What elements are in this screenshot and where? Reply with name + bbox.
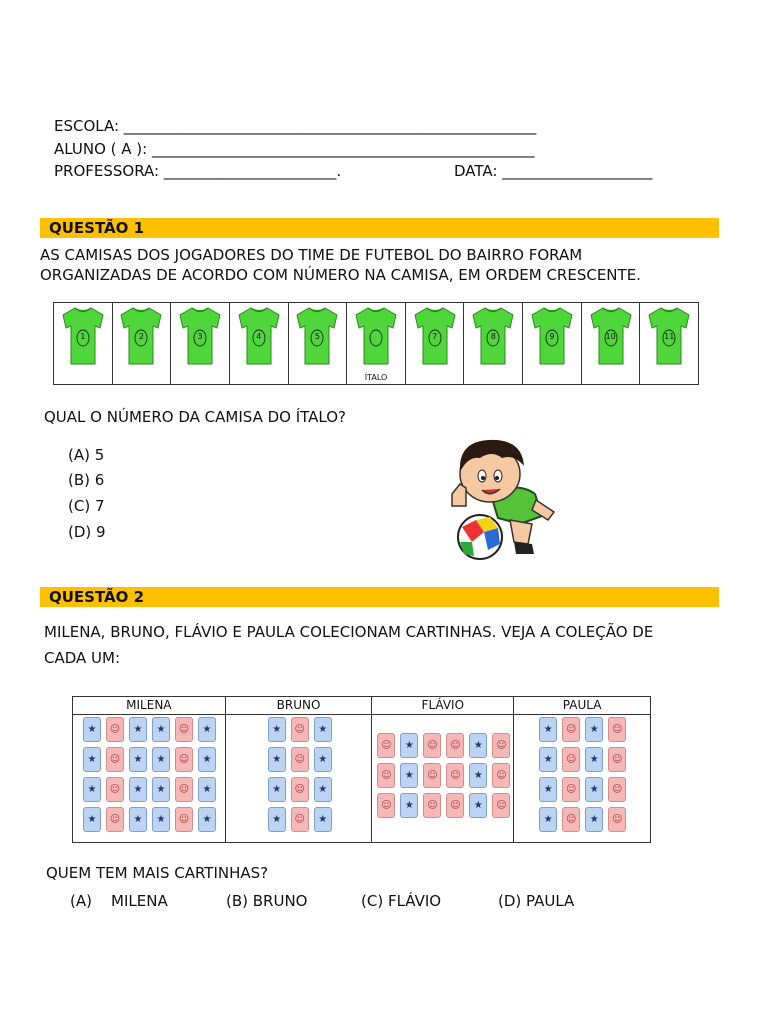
question-1-title: QUESTÃO 1	[40, 218, 719, 238]
smiley-icon: ☺	[109, 754, 121, 765]
star-icon: ★	[543, 784, 553, 795]
smiley-icon: ☺	[109, 724, 121, 735]
smiley-icon: ☺	[109, 784, 121, 795]
star-card	[469, 763, 487, 788]
smiley-icon: ☺	[178, 724, 190, 735]
smiley-card	[446, 733, 464, 758]
shirt-number: 7	[432, 332, 438, 341]
smiley-card	[423, 763, 441, 788]
q2-option-c[interactable]: (C) FLÁVIO	[361, 892, 442, 910]
shirts-table	[53, 302, 699, 385]
smiley-card	[562, 717, 580, 742]
smiley-card	[608, 747, 626, 772]
star-card	[539, 807, 557, 832]
star-icon: ★	[202, 784, 212, 795]
smiley-card	[608, 717, 626, 742]
shirt-cell	[54, 303, 113, 384]
star-card	[469, 793, 487, 818]
smiley-icon: ☺	[427, 740, 438, 751]
star-card	[198, 717, 216, 742]
star-card	[585, 807, 603, 832]
q1-statement-line1: AS CAMISAS DOS JOGADORES DO TIME DE FUTEBOL DO BAIRRO FORAM	[40, 246, 583, 264]
star-icon: ★	[404, 800, 414, 811]
star-card	[400, 763, 418, 788]
q1-question: QUAL O NÚMERO DA CAMISA DO ÍTALO?	[44, 408, 347, 426]
smiley-card	[423, 793, 441, 818]
shirt-cell	[406, 303, 465, 384]
collection-name: FLÁVIO	[372, 697, 513, 715]
star-icon: ★	[272, 814, 282, 825]
smiley-icon: ☺	[381, 770, 392, 781]
smiley-icon: ☺	[294, 724, 305, 735]
smiley-card	[377, 763, 395, 788]
star-card	[469, 733, 487, 758]
star-card	[198, 777, 216, 802]
smiley-card	[106, 717, 124, 742]
star-card	[539, 717, 557, 742]
school-field: ESCOLA: _______________________________________________________	[54, 117, 537, 135]
smiley-card	[562, 777, 580, 802]
smiley-card	[562, 807, 580, 832]
collection-name: MILENA	[73, 697, 225, 715]
star-card	[198, 807, 216, 832]
star-icon: ★	[404, 740, 414, 751]
smiley-card	[106, 747, 124, 772]
star-card	[314, 777, 332, 802]
collection-0	[73, 697, 226, 842]
star-icon: ★	[133, 784, 143, 795]
q1-option-d[interactable]: (D) 9	[68, 523, 106, 541]
smiley-card	[377, 793, 395, 818]
shirt-number: 2	[138, 332, 144, 341]
smiley-card	[377, 733, 395, 758]
star-card	[268, 777, 286, 802]
smiley-icon: ☺	[565, 724, 577, 735]
q2-statement-line1: MILENA, BRUNO, FLÁVIO E PAULA COLECIONAM CARTINHAS. VEJA A COLEÇÃO DE	[44, 623, 654, 641]
star-icon: ★	[87, 814, 97, 825]
smiley-icon: ☺	[109, 814, 121, 825]
shirt-cell	[289, 303, 348, 384]
smiley-icon: ☺	[565, 814, 577, 825]
smiley-card	[175, 747, 193, 772]
shirt-cell	[640, 303, 698, 384]
smiley-icon: ☺	[611, 724, 623, 735]
q2-option-b[interactable]: (B) BRUNO	[226, 892, 308, 910]
shirt-cell	[464, 303, 523, 384]
smiley-card	[446, 793, 464, 818]
boy-soccer-illustration	[440, 432, 564, 562]
star-card	[539, 777, 557, 802]
smiley-card	[446, 763, 464, 788]
shirt-number: 9	[549, 332, 555, 341]
smiley-icon: ☺	[611, 814, 623, 825]
star-icon: ★	[473, 800, 483, 811]
collection-3	[514, 697, 650, 842]
shirt-number: 1	[80, 332, 86, 341]
smiley-card	[492, 733, 510, 758]
star-icon: ★	[133, 724, 143, 735]
star-icon: ★	[589, 784, 599, 795]
star-icon: ★	[156, 724, 166, 735]
star-card	[314, 717, 332, 742]
q1-option-b[interactable]: (B) 6	[68, 471, 105, 489]
smiley-card	[291, 747, 309, 772]
star-icon: ★	[87, 784, 97, 795]
card-grid	[268, 717, 332, 832]
shirt-number: 5	[314, 332, 320, 341]
star-card	[268, 807, 286, 832]
star-icon: ★	[133, 814, 143, 825]
smiley-card	[562, 747, 580, 772]
shirt-number: 8	[490, 332, 496, 341]
star-icon: ★	[156, 814, 166, 825]
smiley-icon: ☺	[381, 740, 392, 751]
star-icon: ★	[87, 724, 97, 735]
soccer-shirt-icon	[354, 306, 398, 366]
shirt-number: 3	[197, 332, 203, 341]
star-icon: ★	[543, 754, 553, 765]
shirt-number: 4	[256, 332, 262, 341]
star-icon: ★	[202, 814, 212, 825]
star-icon: ★	[156, 754, 166, 765]
star-card	[152, 747, 170, 772]
smiley-icon: ☺	[565, 754, 577, 765]
smiley-icon: ☺	[178, 754, 190, 765]
star-icon: ★	[156, 784, 166, 795]
smiley-card	[175, 777, 193, 802]
star-card	[129, 717, 147, 742]
star-card	[268, 717, 286, 742]
star-card	[539, 747, 557, 772]
smiley-card	[423, 733, 441, 758]
smiley-icon: ☺	[611, 754, 623, 765]
student-field: ALUNO ( A ): ___________________________________________________	[54, 140, 535, 158]
star-card	[585, 777, 603, 802]
star-card	[585, 747, 603, 772]
star-icon: ★	[589, 724, 599, 735]
star-card	[585, 717, 603, 742]
shirt-cell	[230, 303, 289, 384]
question-2-title: QUESTÃO 2	[40, 587, 719, 607]
star-icon: ★	[87, 754, 97, 765]
star-icon: ★	[133, 754, 143, 765]
star-icon: ★	[318, 754, 328, 765]
smiley-card	[291, 777, 309, 802]
star-icon: ★	[589, 754, 599, 765]
smiley-icon: ☺	[294, 784, 305, 795]
q1-option-c[interactable]: (C) 7	[68, 497, 105, 515]
shirt-number: 11	[664, 332, 675, 341]
smiley-icon: ☺	[427, 800, 438, 811]
star-icon: ★	[318, 724, 328, 735]
q2-statement-line2: CADA UM:	[44, 649, 121, 667]
smiley-card	[106, 807, 124, 832]
smiley-icon: ☺	[178, 784, 190, 795]
teacher-field: PROFESSORA: _______________________.	[54, 162, 342, 180]
smiley-icon: ☺	[427, 770, 438, 781]
star-card	[129, 777, 147, 802]
smiley-icon: ☺	[565, 784, 577, 795]
collection-name: BRUNO	[226, 697, 372, 715]
star-icon: ★	[543, 724, 553, 735]
star-icon: ★	[318, 814, 328, 825]
star-card	[83, 777, 101, 802]
smiley-card	[175, 717, 193, 742]
star-card	[152, 807, 170, 832]
q2-option-a[interactable]: (A) MILENA	[70, 892, 168, 910]
smiley-icon: ☺	[496, 770, 507, 781]
star-card	[152, 717, 170, 742]
star-icon: ★	[589, 814, 599, 825]
collection-name: PAULA	[514, 697, 650, 715]
smiley-icon: ☺	[294, 754, 305, 765]
smiley-icon: ☺	[450, 770, 461, 781]
date-field: DATA: ____________________	[454, 162, 653, 180]
star-card	[129, 807, 147, 832]
collection-1	[226, 697, 373, 842]
star-card	[152, 777, 170, 802]
smiley-icon: ☺	[611, 784, 623, 795]
collection-2	[372, 697, 514, 842]
star-card	[198, 747, 216, 772]
star-icon: ★	[473, 770, 483, 781]
smiley-icon: ☺	[381, 800, 392, 811]
star-card	[314, 747, 332, 772]
card-grid	[377, 733, 510, 818]
star-card	[83, 747, 101, 772]
shirt-cell	[171, 303, 230, 384]
q1-option-a[interactable]: (A) 5	[68, 446, 105, 464]
smiley-card	[175, 807, 193, 832]
star-card	[268, 747, 286, 772]
star-icon: ★	[272, 754, 282, 765]
card-grid	[83, 717, 216, 832]
smiley-icon: ☺	[450, 800, 461, 811]
smiley-icon: ☺	[450, 740, 461, 751]
q2-option-d[interactable]: (D) PAULA	[498, 892, 575, 910]
smiley-card	[492, 793, 510, 818]
smiley-icon: ☺	[496, 800, 507, 811]
smiley-icon: ☺	[178, 814, 190, 825]
star-card	[314, 807, 332, 832]
q2-question: QUEM TEM MAIS CARTINHAS?	[46, 864, 269, 882]
card-collections-table	[72, 696, 651, 843]
star-card	[400, 793, 418, 818]
star-icon: ★	[272, 724, 282, 735]
star-icon: ★	[202, 754, 212, 765]
shirt-cell	[113, 303, 172, 384]
shirt-cell	[347, 303, 406, 384]
smiley-icon: ☺	[496, 740, 507, 751]
star-card	[83, 717, 101, 742]
smiley-card	[608, 807, 626, 832]
smiley-card	[291, 717, 309, 742]
card-grid	[539, 717, 626, 832]
star-card	[400, 733, 418, 758]
star-icon: ★	[473, 740, 483, 751]
shirt-number: 10	[605, 332, 616, 341]
smiley-card	[492, 763, 510, 788]
smiley-card	[291, 807, 309, 832]
smiley-card	[106, 777, 124, 802]
smiley-icon: ☺	[294, 814, 305, 825]
q1-statement-line2: ORGANIZADAS DE ACORDO COM NÚMERO NA CAMISA, EM ORDEM CRESCENTE.	[40, 266, 641, 284]
star-icon: ★	[202, 724, 212, 735]
italo-caption: ÍTALO	[364, 373, 388, 382]
shirt-cell	[523, 303, 582, 384]
smiley-card	[608, 777, 626, 802]
star-card	[83, 807, 101, 832]
star-icon: ★	[272, 784, 282, 795]
star-card	[129, 747, 147, 772]
star-icon: ★	[543, 814, 553, 825]
star-icon: ★	[318, 784, 328, 795]
shirt-cell	[582, 303, 641, 384]
star-icon: ★	[404, 770, 414, 781]
